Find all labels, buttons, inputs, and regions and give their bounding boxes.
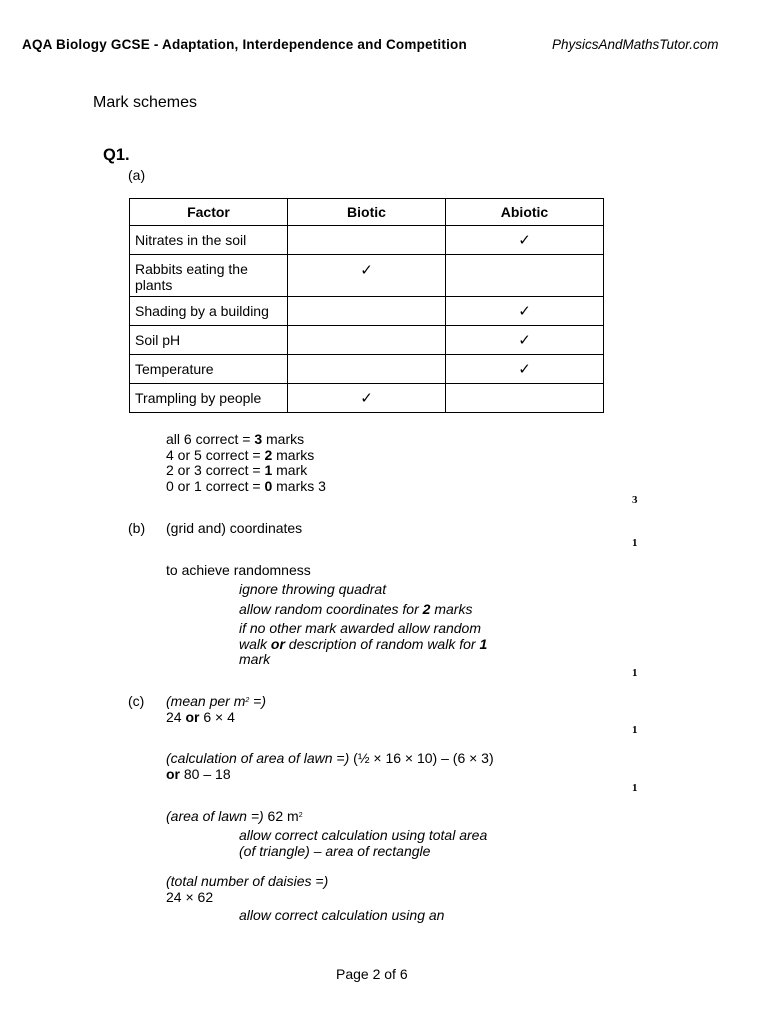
table-row	[130, 226, 604, 255]
step-label: (mean per $m^2$ =)	[166, 693, 266, 709]
factor-cell: Nitrates in the soil	[130, 226, 288, 255]
table-row	[130, 355, 604, 384]
part-c-label: (c)	[128, 693, 145, 709]
page-title: Mark schemes	[93, 94, 198, 111]
question-number: Q1.	[103, 146, 130, 164]
biotic-cell	[288, 326, 446, 355]
mark-value: 1	[632, 537, 638, 549]
part-c-step-area-result	[166, 809, 303, 825]
table-row	[130, 326, 604, 355]
step-working: 24 or 6 × 4	[166, 708, 235, 725]
guidance-note: (of triangle) – area of rectangle	[239, 842, 431, 859]
scoring-line: 2 or 3 correct = 1 mark	[166, 462, 308, 478]
step-label: (area of lawn =) 62 $m^2$	[166, 808, 303, 824]
step-working: or 80 – 18	[166, 765, 231, 782]
part-c-area-guidance	[239, 828, 487, 859]
biotic-cell	[288, 297, 446, 326]
scoring-guide	[166, 432, 326, 494]
biotic-cell	[288, 226, 446, 255]
mark-value: 3	[632, 494, 638, 506]
document-header-site: PhysicsAndMathsTutor.com	[552, 37, 719, 52]
abiotic-cell: ✓	[446, 355, 604, 384]
abiotic-cell	[446, 384, 604, 413]
part-b-label: (b)	[128, 520, 146, 536]
factor-cell: Rabbits eating the plants	[130, 255, 288, 297]
table-header-row	[130, 199, 604, 226]
guidance-note: mark	[239, 651, 271, 667]
page-number: Page 2 of 6	[336, 966, 408, 982]
guidance-note: allow correct calculation using total area	[239, 827, 488, 843]
mark-value: 1	[632, 782, 638, 794]
factor-table	[129, 198, 604, 413]
mark-value: 1	[632, 724, 638, 736]
biotic-cell: ✓	[288, 255, 446, 297]
factor-cell: Trampling by people	[130, 384, 288, 413]
factor-cell: Shading by a building	[130, 297, 288, 326]
guidance-note: if no other mark awarded allow random	[239, 620, 482, 636]
table-row	[130, 384, 604, 413]
column-header-factor: Factor	[130, 199, 288, 226]
step-working: 24 × 62	[166, 888, 214, 905]
part-b-answer-randomness: to achieve randomness	[166, 562, 311, 578]
table-row	[130, 255, 604, 297]
guidance-note: walk or description of random walk for 1	[239, 635, 488, 652]
guidance-note: allow random coordinates for 2 marks	[239, 600, 473, 617]
factor-cell: Temperature	[130, 355, 288, 384]
document-header-title: AQA Biology GCSE - Adaptation, Interdependence and Competition	[22, 37, 467, 52]
step-label: (total number of daisies =)	[166, 873, 329, 889]
factor-cell: Soil pH	[130, 326, 288, 355]
column-header-abiotic: Abiotic	[446, 199, 604, 226]
biotic-cell	[288, 355, 446, 384]
part-c-step-total-daisies	[166, 874, 328, 905]
abiotic-cell: ✓	[446, 326, 604, 355]
column-header-biotic: Biotic	[288, 199, 446, 226]
abiotic-cell	[446, 255, 604, 297]
scoring-line: 4 or 5 correct = 2 marks	[166, 446, 315, 463]
scoring-line: all 6 correct = 3 marks	[166, 431, 305, 447]
part-a-label: (a)	[128, 167, 146, 183]
guidance-note: ignore throwing quadrat	[239, 581, 387, 597]
biotic-cell: ✓	[288, 384, 446, 413]
part-c-step-area-calculation	[166, 751, 494, 782]
mark-value: 1	[632, 667, 638, 679]
abiotic-cell: ✓	[446, 226, 604, 255]
part-c-step-mean	[166, 694, 266, 725]
part-b-answer-coordinates: (grid and) coordinates	[166, 520, 303, 536]
guidance-note: allow correct calculation using an	[239, 907, 445, 923]
table-row	[130, 297, 604, 326]
step-label: (calculation of area of lawn =) (½ × 16 × 10) – (6 × 3)	[166, 750, 494, 766]
part-b-guidance-notes	[239, 582, 487, 668]
scoring-line: 0 or 1 correct = 0 marks 3	[166, 477, 326, 494]
abiotic-cell: ✓	[446, 297, 604, 326]
